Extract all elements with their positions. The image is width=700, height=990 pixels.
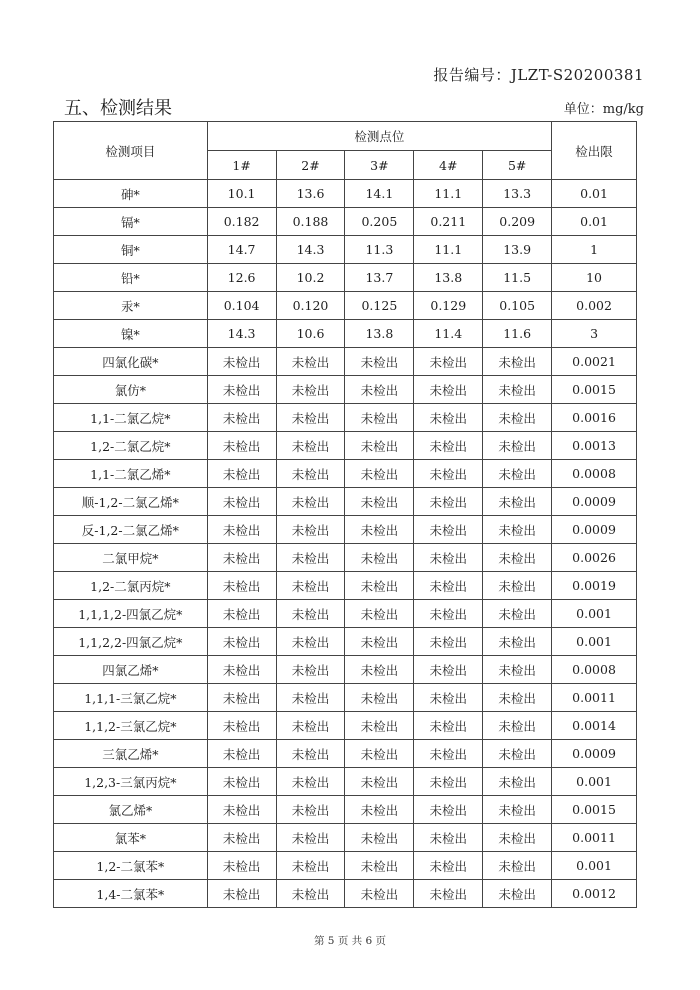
value-cell: 11.5 xyxy=(483,264,552,292)
table-row xyxy=(54,292,637,320)
value-cell: 13.8 xyxy=(345,320,414,348)
header-point: 3# xyxy=(345,151,414,180)
limit-cell: 0.001 xyxy=(552,768,637,796)
value-cell: 未检出 xyxy=(345,880,414,908)
item-name-cell: 1,1,2,2-四氯乙烷* xyxy=(54,628,208,656)
value-cell: 未检出 xyxy=(276,348,345,376)
value-cell: 0.104 xyxy=(207,292,276,320)
item-name-cell: 1,1-二氯乙烷* xyxy=(54,404,208,432)
item-name-cell: 三氯乙烯* xyxy=(54,740,208,768)
value-cell: 未检出 xyxy=(483,376,552,404)
report-number: 报告编号：JLZT-S20200381 xyxy=(433,66,644,84)
item-name-cell: 1,2-二氯丙烷* xyxy=(54,572,208,600)
value-cell: 0.188 xyxy=(276,208,345,236)
value-cell: 未检出 xyxy=(483,572,552,600)
limit-cell: 0.0015 xyxy=(552,796,637,824)
results-table xyxy=(53,121,637,908)
table-row xyxy=(54,712,637,740)
item-name-cell: 氯乙烯* xyxy=(54,796,208,824)
value-cell: 未检出 xyxy=(276,516,345,544)
value-cell: 未检出 xyxy=(483,628,552,656)
value-cell: 未检出 xyxy=(207,516,276,544)
header-limit: 检出限 xyxy=(552,122,637,180)
value-cell: 未检出 xyxy=(414,572,483,600)
value-cell: 未检出 xyxy=(483,404,552,432)
item-name-cell: 1,1-二氯乙烯* xyxy=(54,460,208,488)
header-point: 2# xyxy=(276,151,345,180)
value-cell: 未检出 xyxy=(276,404,345,432)
value-cell: 0.125 xyxy=(345,292,414,320)
value-cell: 未检出 xyxy=(345,376,414,404)
limit-cell: 1 xyxy=(552,236,637,264)
value-cell: 未检出 xyxy=(414,628,483,656)
value-cell: 未检出 xyxy=(207,796,276,824)
value-cell: 未检出 xyxy=(207,572,276,600)
item-name-cell: 四氯乙烯* xyxy=(54,656,208,684)
value-cell: 10.6 xyxy=(276,320,345,348)
item-name-cell: 四氯化碳* xyxy=(54,348,208,376)
table-row xyxy=(54,348,637,376)
value-cell: 未检出 xyxy=(276,600,345,628)
value-cell: 未检出 xyxy=(207,824,276,852)
limit-cell: 0.0014 xyxy=(552,712,637,740)
value-cell: 0.209 xyxy=(483,208,552,236)
value-cell: 未检出 xyxy=(414,880,483,908)
value-cell: 未检出 xyxy=(276,572,345,600)
value-cell: 0.120 xyxy=(276,292,345,320)
value-cell: 未检出 xyxy=(483,656,552,684)
item-name-cell: 砷* xyxy=(54,180,208,208)
value-cell: 未检出 xyxy=(483,684,552,712)
header-points: 检测点位 xyxy=(207,122,551,151)
value-cell: 未检出 xyxy=(345,684,414,712)
table-row xyxy=(54,320,637,348)
unit-label: 单位：mg/kg xyxy=(563,102,644,117)
table-row xyxy=(54,684,637,712)
value-cell: 未检出 xyxy=(276,852,345,880)
table-row xyxy=(54,208,637,236)
table-row xyxy=(54,880,637,908)
value-cell: 未检出 xyxy=(414,740,483,768)
value-cell: 未检出 xyxy=(483,600,552,628)
limit-cell: 0.0015 xyxy=(552,376,637,404)
item-name-cell: 铅* xyxy=(54,264,208,292)
limit-cell: 0.01 xyxy=(552,208,637,236)
value-cell: 未检出 xyxy=(345,432,414,460)
value-cell: 14.3 xyxy=(207,320,276,348)
value-cell: 未检出 xyxy=(276,796,345,824)
limit-cell: 0.0012 xyxy=(552,880,637,908)
limit-cell: 0.0013 xyxy=(552,432,637,460)
limit-cell: 0.01 xyxy=(552,180,637,208)
value-cell: 未检出 xyxy=(207,404,276,432)
value-cell: 未检出 xyxy=(414,544,483,572)
value-cell: 未检出 xyxy=(345,628,414,656)
value-cell: 未检出 xyxy=(414,432,483,460)
table-row xyxy=(54,432,637,460)
value-cell: 未检出 xyxy=(207,376,276,404)
value-cell: 14.3 xyxy=(276,236,345,264)
header-item: 检测项目 xyxy=(54,122,208,180)
value-cell: 12.6 xyxy=(207,264,276,292)
value-cell: 未检出 xyxy=(345,516,414,544)
value-cell: 0.182 xyxy=(207,208,276,236)
value-cell: 未检出 xyxy=(207,656,276,684)
value-cell: 14.7 xyxy=(207,236,276,264)
value-cell: 未检出 xyxy=(345,460,414,488)
table-row xyxy=(54,376,637,404)
value-cell: 未检出 xyxy=(276,684,345,712)
value-cell: 未检出 xyxy=(276,628,345,656)
value-cell: 11.4 xyxy=(414,320,483,348)
table-row xyxy=(54,572,637,600)
limit-cell: 0.0016 xyxy=(552,404,637,432)
header-point: 5# xyxy=(483,151,552,180)
limit-cell: 0.002 xyxy=(552,292,637,320)
value-cell: 未检出 xyxy=(207,852,276,880)
value-cell: 未检出 xyxy=(414,376,483,404)
page-footer: 第 5 页 共 6 页 xyxy=(313,935,387,947)
value-cell: 10.1 xyxy=(207,180,276,208)
item-name-cell: 二氯甲烷* xyxy=(54,544,208,572)
value-cell: 10.2 xyxy=(276,264,345,292)
value-cell: 未检出 xyxy=(345,544,414,572)
item-name-cell: 1,2-二氯苯* xyxy=(54,852,208,880)
limit-cell: 10 xyxy=(552,264,637,292)
table-row xyxy=(54,404,637,432)
value-cell: 未检出 xyxy=(207,768,276,796)
table-row xyxy=(54,768,637,796)
value-cell: 未检出 xyxy=(276,740,345,768)
value-cell: 未检出 xyxy=(276,824,345,852)
limit-cell: 0.0026 xyxy=(552,544,637,572)
limit-cell: 3 xyxy=(552,320,637,348)
value-cell: 0.105 xyxy=(483,292,552,320)
value-cell: 未检出 xyxy=(276,656,345,684)
limit-cell: 0.0011 xyxy=(552,684,637,712)
value-cell: 未检出 xyxy=(207,432,276,460)
value-cell: 未检出 xyxy=(414,404,483,432)
value-cell: 未检出 xyxy=(414,488,483,516)
limit-cell: 0.0009 xyxy=(552,516,637,544)
value-cell: 未检出 xyxy=(414,460,483,488)
item-name-cell: 镉* xyxy=(54,208,208,236)
value-cell: 0.129 xyxy=(414,292,483,320)
value-cell: 未检出 xyxy=(276,488,345,516)
value-cell: 未检出 xyxy=(483,544,552,572)
item-name-cell: 氯苯* xyxy=(54,824,208,852)
limit-cell: 0.0008 xyxy=(552,656,637,684)
table-row xyxy=(54,740,637,768)
item-name-cell: 1,1,1,2-四氯乙烷* xyxy=(54,600,208,628)
value-cell: 未检出 xyxy=(276,544,345,572)
table-row xyxy=(54,544,637,572)
value-cell: 未检出 xyxy=(207,544,276,572)
value-cell: 未检出 xyxy=(345,600,414,628)
table-row xyxy=(54,628,637,656)
value-cell: 13.8 xyxy=(414,264,483,292)
value-cell: 未检出 xyxy=(483,768,552,796)
value-cell: 未检出 xyxy=(483,796,552,824)
table-row xyxy=(54,600,637,628)
item-name-cell: 1,4-二氯苯* xyxy=(54,880,208,908)
item-name-cell: 1,1,1-三氯乙烷* xyxy=(54,684,208,712)
value-cell: 未检出 xyxy=(414,852,483,880)
limit-cell: 0.0019 xyxy=(552,572,637,600)
value-cell: 未检出 xyxy=(207,740,276,768)
value-cell: 未检出 xyxy=(483,488,552,516)
value-cell: 未检出 xyxy=(414,348,483,376)
value-cell: 未检出 xyxy=(483,516,552,544)
value-cell: 未检出 xyxy=(345,712,414,740)
value-cell: 未检出 xyxy=(483,824,552,852)
value-cell: 未检出 xyxy=(483,348,552,376)
item-name-cell: 反-1,2-二氯乙烯* xyxy=(54,516,208,544)
value-cell: 未检出 xyxy=(207,488,276,516)
value-cell: 未检出 xyxy=(345,404,414,432)
value-cell: 未检出 xyxy=(345,656,414,684)
value-cell: 未检出 xyxy=(276,432,345,460)
header-point: 4# xyxy=(414,151,483,180)
value-cell: 未检出 xyxy=(483,852,552,880)
value-cell: 0.211 xyxy=(414,208,483,236)
item-name-cell: 氯仿* xyxy=(54,376,208,404)
value-cell: 未检出 xyxy=(207,460,276,488)
value-cell: 未检出 xyxy=(345,740,414,768)
value-cell: 未检出 xyxy=(414,516,483,544)
value-cell: 未检出 xyxy=(414,768,483,796)
value-cell: 未检出 xyxy=(345,488,414,516)
value-cell: 未检出 xyxy=(414,600,483,628)
table-row xyxy=(54,180,637,208)
value-cell: 未检出 xyxy=(207,712,276,740)
limit-cell: 0.0009 xyxy=(552,740,637,768)
limit-cell: 0.0011 xyxy=(552,824,637,852)
table-row xyxy=(54,796,637,824)
value-cell: 11.6 xyxy=(483,320,552,348)
table-row xyxy=(54,236,637,264)
value-cell: 未检出 xyxy=(345,572,414,600)
value-cell: 未检出 xyxy=(414,824,483,852)
value-cell: 11.1 xyxy=(414,180,483,208)
limit-cell: 0.0008 xyxy=(552,460,637,488)
value-cell: 未检出 xyxy=(345,824,414,852)
table-row xyxy=(54,488,637,516)
value-cell: 11.3 xyxy=(345,236,414,264)
value-cell: 未检出 xyxy=(414,796,483,824)
value-cell: 未检出 xyxy=(483,460,552,488)
value-cell: 未检出 xyxy=(276,376,345,404)
value-cell: 未检出 xyxy=(483,740,552,768)
value-cell: 未检出 xyxy=(414,684,483,712)
value-cell: 未检出 xyxy=(345,768,414,796)
value-cell: 未检出 xyxy=(345,348,414,376)
limit-cell: 0.001 xyxy=(552,852,637,880)
table-row xyxy=(54,852,637,880)
value-cell: 13.7 xyxy=(345,264,414,292)
value-cell: 未检出 xyxy=(207,880,276,908)
table-body xyxy=(54,180,637,908)
item-name-cell: 顺-1,2-二氯乙烯* xyxy=(54,488,208,516)
limit-cell: 0.0021 xyxy=(552,348,637,376)
value-cell: 未检出 xyxy=(414,656,483,684)
table-row xyxy=(54,516,637,544)
value-cell: 未检出 xyxy=(483,712,552,740)
value-cell: 11.1 xyxy=(414,236,483,264)
item-name-cell: 1,1,2-三氯乙烷* xyxy=(54,712,208,740)
value-cell: 未检出 xyxy=(345,796,414,824)
value-cell: 13.6 xyxy=(276,180,345,208)
value-cell: 14.1 xyxy=(345,180,414,208)
value-cell: 未检出 xyxy=(207,600,276,628)
value-cell: 未检出 xyxy=(483,432,552,460)
table-row xyxy=(54,264,637,292)
limit-cell: 0.001 xyxy=(552,600,637,628)
value-cell: 13.3 xyxy=(483,180,552,208)
value-cell: 0.205 xyxy=(345,208,414,236)
value-cell: 未检出 xyxy=(276,460,345,488)
value-cell: 未检出 xyxy=(276,768,345,796)
table-row xyxy=(54,824,637,852)
value-cell: 未检出 xyxy=(207,348,276,376)
limit-cell: 0.001 xyxy=(552,628,637,656)
value-cell: 未检出 xyxy=(276,712,345,740)
limit-cell: 0.0009 xyxy=(552,488,637,516)
value-cell: 未检出 xyxy=(483,880,552,908)
item-name-cell: 1,2,3-三氯丙烷* xyxy=(54,768,208,796)
value-cell: 13.9 xyxy=(483,236,552,264)
value-cell: 未检出 xyxy=(345,852,414,880)
table-row xyxy=(54,656,637,684)
item-name-cell: 铜* xyxy=(54,236,208,264)
item-name-cell: 汞* xyxy=(54,292,208,320)
value-cell: 未检出 xyxy=(276,880,345,908)
item-name-cell: 1,2-二氯乙烷* xyxy=(54,432,208,460)
value-cell: 未检出 xyxy=(207,684,276,712)
table-header-row xyxy=(54,122,637,151)
value-cell: 未检出 xyxy=(207,628,276,656)
header-point: 1# xyxy=(207,151,276,180)
section-title: 五、检测结果 xyxy=(64,98,172,119)
table-row xyxy=(54,460,637,488)
value-cell: 未检出 xyxy=(414,712,483,740)
item-name-cell: 镍* xyxy=(54,320,208,348)
